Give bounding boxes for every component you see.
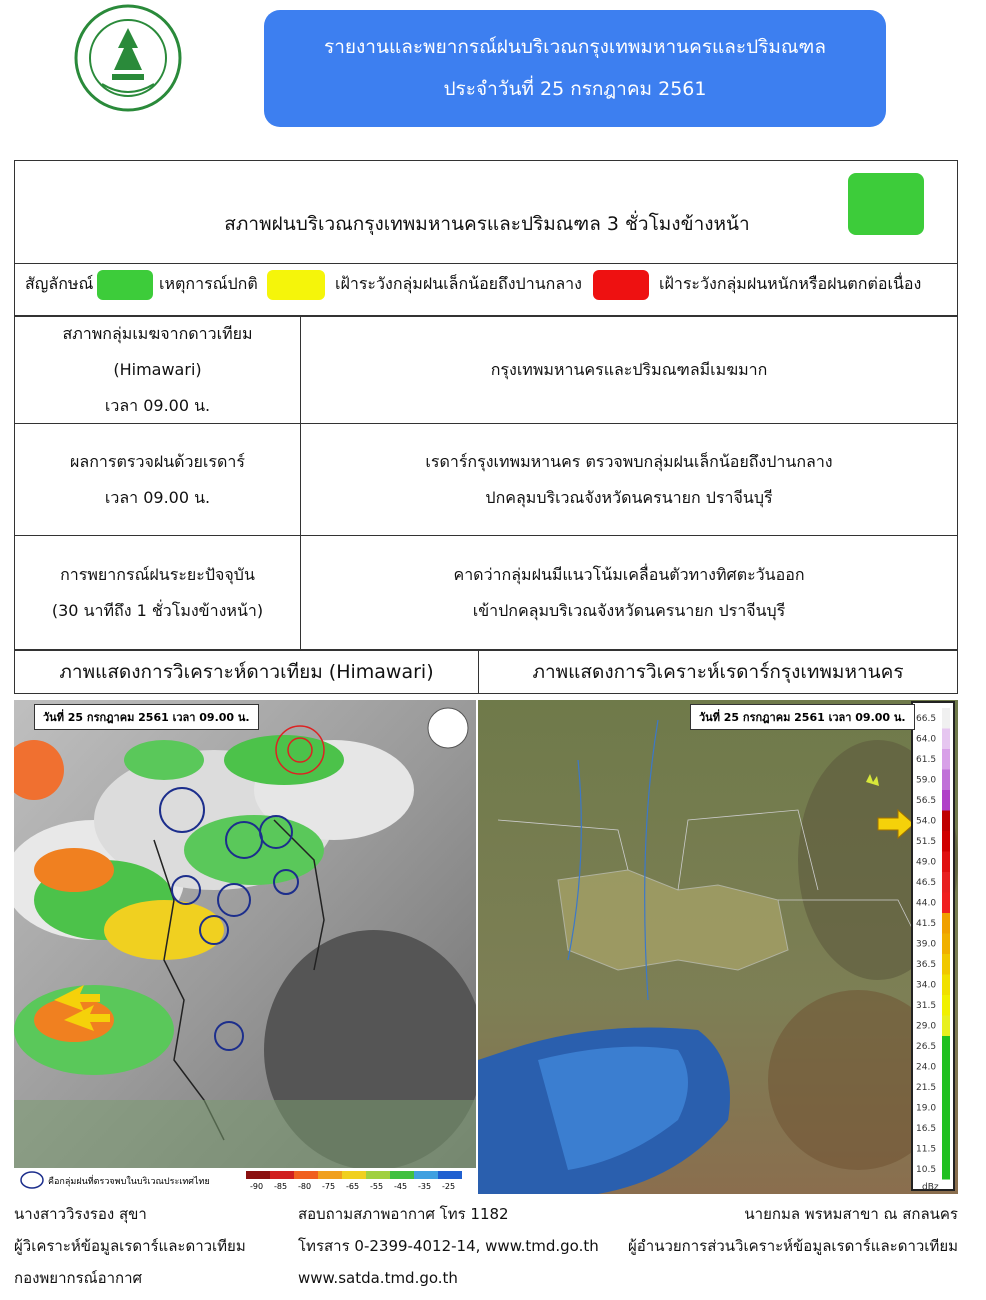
radar-scale-swatch	[942, 708, 950, 729]
radar-scale-swatch	[942, 1159, 950, 1180]
analyst-name: นางสาววิรงรอง สุขา	[14, 1205, 147, 1223]
legend-prefix: สัญลักษณ์	[25, 274, 94, 293]
radar-scale-tick: 44.0	[916, 898, 937, 909]
footer-analyst	[14, 1198, 246, 1294]
legend-swatch-red	[593, 270, 649, 300]
radar-caption: ภาพแสดงการวิเคราะห์เรดาร์กรุงเทพมหานคร	[532, 661, 904, 683]
radar-scale-tick: 54.0	[916, 816, 937, 827]
sat-legend-note: คือกลุ่มฝนที่ตรวจพบในบริเวณประเทศไทย	[48, 1177, 210, 1187]
radar-scale-swatch	[942, 729, 950, 750]
radar-scale-tick: 46.5	[916, 878, 937, 888]
row-label-line: สภาพกลุ่มเมฆจากดาวเทียม	[62, 324, 253, 343]
sat-scale-swatch	[342, 1171, 366, 1179]
report-date: ประจำวันที่ 25 กรกฎาคม 2561	[443, 78, 707, 100]
sat-scale-swatch	[390, 1171, 414, 1179]
radar-scale-tick: 41.5	[916, 919, 937, 929]
director-title: ผู้อำนวยการส่วนวิเคราะห์ข้อมูลเรดาร์และดาวเทียม	[627, 1237, 958, 1255]
row-value-line: คาดว่ากลุ่มฝนมีแนวโน้มเคลื่อนตัวทางทิศตะวันออก	[453, 564, 805, 584]
radar-scale-tick: 36.5	[916, 960, 937, 970]
sat-scale-tick: -25	[442, 1182, 456, 1191]
radar-scale-swatch	[942, 934, 950, 955]
radar-scale-swatch	[942, 1077, 950, 1098]
sat-scale-tick: -90	[250, 1182, 264, 1191]
sat-scale-swatch	[246, 1171, 270, 1179]
contact-satda-web[interactable]: www.satda.tmd.go.th	[298, 1269, 458, 1287]
sat-scale-swatch	[270, 1171, 294, 1179]
radar-scale-tick: 26.5	[916, 1042, 937, 1052]
analyst-division: กองพยากรณ์อากาศ	[14, 1269, 143, 1287]
row-label-line: เวลา 09.00 น.	[104, 396, 211, 415]
radar-scale-tick: 24.0	[916, 1062, 937, 1073]
radar-scale-tick: 11.5	[916, 1144, 937, 1155]
row-label-line: (30 นาทีถึง 1 ชั่วโมงข้างหน้า)	[51, 600, 264, 620]
row-label-line: (Himawari)	[113, 360, 202, 379]
report-title: รายงานและพยากรณ์ฝนบริเวณกรุงเทพมหานครและปริมณฑล	[324, 36, 826, 58]
radar-scale-swatch	[942, 893, 950, 914]
radar-scale-swatch	[942, 1016, 950, 1037]
sat-scale-tick: -85	[274, 1182, 288, 1191]
sat-scale-swatch	[294, 1171, 318, 1179]
radar-scale-tick: 51.5	[916, 837, 937, 847]
radar-scale-tick: 56.5	[916, 796, 937, 806]
radar-scale-tick: 61.5	[916, 755, 937, 765]
row-label-line: ผลการตรวจฝนด้วยเรดาร์	[70, 451, 245, 471]
sat-scale-tick: -45	[394, 1182, 408, 1191]
row-value-line: เข้าปกคลุมบริเวณจังหวัดนครนายก ปราจีนบุรี	[472, 600, 786, 620]
radar-scale-swatch	[942, 749, 950, 770]
satellite-caption: ภาพแสดงการวิเคราะห์ดาวเทียม (Himawari)	[15, 651, 479, 693]
sat-scale-tick: -55	[370, 1182, 384, 1191]
status-indicator-green	[848, 173, 924, 235]
row-label-line: การพยากรณ์ฝนระยะปัจจุบัน	[60, 564, 255, 584]
radar-scale-swatch	[942, 1057, 950, 1078]
legend-swatch-green	[97, 270, 153, 300]
radar-image	[478, 700, 958, 1194]
radar-status-row	[14, 424, 958, 536]
radar-scale-swatch	[942, 1139, 950, 1160]
radar-scale-swatch	[942, 852, 950, 873]
legend-label-normal: เหตุการณ์ปกติ	[159, 274, 258, 293]
row-value-line: ปกคลุมบริเวณจังหวัดนครนายก ปราจีนบุรี	[485, 487, 773, 507]
radar-scale-swatch	[942, 811, 950, 832]
radar-scale-swatch	[942, 995, 950, 1016]
sat-scale-swatch	[438, 1171, 462, 1179]
footer-director	[628, 1198, 958, 1262]
radar-scale-tick: 64.0	[916, 734, 937, 745]
image-captions	[14, 650, 958, 694]
legend-label-watch-heavy: เฝ้าระวังกลุ่มฝนหนักหรือฝนตกต่อเนื่อง	[659, 274, 922, 293]
radar-scale-tick: 66.5	[916, 714, 937, 724]
contact-phone: สอบถามสภาพอากาศ โทร 1182	[298, 1205, 509, 1223]
radar-scale-swatch	[942, 1036, 950, 1057]
radar-scale-swatch	[942, 1118, 950, 1139]
director-name: นายกมล พรหมสาขา ณ สกลนคร	[744, 1205, 958, 1223]
radar-scale-swatch	[942, 913, 950, 934]
sat-scale-swatch	[366, 1171, 390, 1179]
sat-scale-tick: -35	[418, 1182, 432, 1191]
radar-scale-tick: 49.0	[916, 857, 937, 868]
radar-scale-swatch	[942, 770, 950, 791]
row-label-line: เวลา 09.00 น.	[104, 487, 211, 507]
sat-scale-tick: -75	[322, 1182, 336, 1191]
legend-label-watch-light: เฝ้าระวังกลุ่มฝนเล็กน้อยถึงปานกลาง	[335, 274, 582, 293]
radar-scale-swatch	[942, 975, 950, 996]
sat-scale-tick: -65	[346, 1182, 360, 1191]
sat-scale-tick: -80	[298, 1182, 312, 1191]
radar-scale-tick: 19.0	[916, 1103, 937, 1114]
forecast-title: สภาพฝนบริเวณกรุงเทพมหานครและปริมณฑล 3 ชั่วโมงข้างหน้า	[224, 213, 750, 235]
legend-swatch-yellow	[267, 270, 325, 300]
radar-scale-tick: 34.0	[916, 980, 937, 991]
analyst-title: ผู้วิเคราะห์ข้อมูลเรดาร์และดาวเทียม	[14, 1237, 246, 1255]
contact-fax-web[interactable]: โทรสาร 0-2399-4012-14, www.tmd.go.th	[298, 1237, 599, 1255]
radar-scale-tick: 31.5	[916, 1001, 937, 1011]
radar-scale-tick: 16.5	[916, 1124, 937, 1134]
radar-scale-tick: 59.0	[916, 775, 937, 786]
sat-scale-swatch	[414, 1171, 438, 1179]
radar-scale-swatch	[942, 1098, 950, 1119]
footer-contact	[298, 1198, 599, 1294]
forecast-header	[14, 160, 958, 264]
radar-scale-swatch	[942, 790, 950, 811]
row-value-line: เรดาร์กรุงเทพมหานคร ตรวจพบกลุ่มฝนเล็กน้อยถึงปานกลาง	[425, 451, 833, 471]
report-title-banner	[264, 10, 886, 127]
status-legend	[14, 264, 958, 316]
satellite-timestamp: วันที่ 25 กรกฎาคม 2561 เวลา 09.00 น.	[34, 704, 259, 730]
radar-scale-tick: 39.0	[916, 939, 937, 950]
radar-scale-swatch	[942, 954, 950, 975]
radar-timestamp: วันที่ 25 กรกฎาคม 2561 เวลา 09.00 น.	[690, 704, 915, 730]
department-logo	[72, 4, 184, 112]
satellite-image	[14, 700, 476, 1192]
radar-scale-swatch	[942, 872, 950, 893]
radar-scale-tick: 29.0	[916, 1021, 937, 1032]
radar-scale-tick: 21.5	[916, 1083, 937, 1093]
sat-scale-swatch	[318, 1171, 342, 1179]
radar-scale-unit: dBz	[922, 1182, 939, 1193]
radar-scale-swatch	[942, 831, 950, 852]
nowcast-row	[14, 536, 958, 650]
row-value-line: กรุงเทพมหานครและปริมณฑลมีเมฆมาก	[490, 360, 768, 379]
satellite-status-row	[14, 316, 958, 424]
radar-scale-tick: 10.5	[916, 1165, 937, 1175]
